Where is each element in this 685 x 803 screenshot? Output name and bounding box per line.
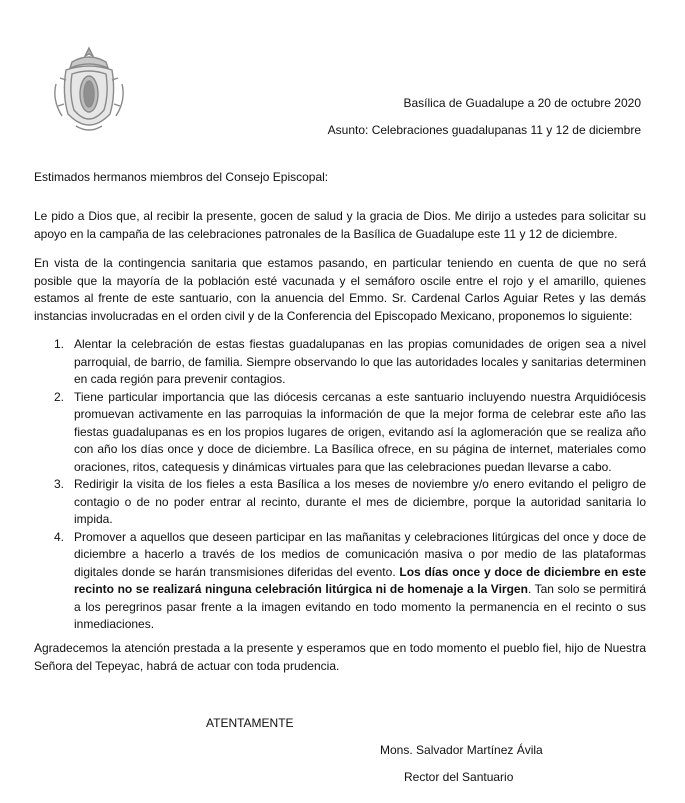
proposal-list <box>34 336 646 634</box>
list-item <box>34 529 646 634</box>
list-item-text: Tiene particular importancia que las diócesis cercanas a este santuario incluyendo nuestra Arquidiócesis promuevan activamente en las parroquias la información de que la mejor forma de celebrar este año las fiestas guadalupanas es en los propios lugares de origen, evitando así la aglomeración que se realiza año con año los días once y doce de diciembre. La Basílica ofrece, en su página de internet, materiales como oraciones, ritos, catequesis y dinámicas virtuales para que las celebraciones puedan llevarse a cabo. <box>74 389 646 474</box>
list-item-emphasis: Los días once y doce de diciembre en este recinto no se realizará ninguna celebración litúrgica ni de homenaje a la Virgen <box>74 564 646 596</box>
greeting: Estimados hermanos miembros del Consejo Episcopal: <box>34 170 329 184</box>
list-item-text: Redirigir la visita de los fieles a esta Basílica a los meses de noviembre y/o enero evitando el peligro de contagio o de no poder entrar al recinto, durante el mes de diciembre, porque la autoridad sanitaria lo impida. <box>74 477 646 526</box>
list-number: 1. <box>54 337 65 351</box>
subject-line: Asunto: Celebraciones guadalupanas 11 y 12 de diciembre <box>327 123 641 137</box>
salutation: ATENTAMENTE <box>206 716 294 730</box>
list-item <box>34 336 646 389</box>
list-item-text: Alentar la celebración de estas fiestas guadalupanas en las propias comunidades de origen sea a nivel parroquial, de barrio, de familia. Siempre observando lo que las autoridades locales y sanitarias determinen en cada región para prevenir contagios. <box>74 337 646 386</box>
intro-paragraph: Le pido a Dios que, al recibir la presente, gocen de salud y la gracia de Dios. Me dirijo a ustedes para solicitar su apoyo en la campaña de las celebraciones patronales de la Basílica de Guadalupe este 11 y 12 de diciembre. <box>34 209 646 241</box>
list-item-text-after: . Tan solo se permitirá a los peregrinos pasar frente a la imagen evitando en todo momento la permanencia en el recinto o sus inmediaciones. <box>74 582 646 631</box>
signer-role: Rector del Santuario <box>404 770 514 784</box>
context-paragraph: En vista de la contingencia sanitaria que estamos pasando, en particular teniendo en cuenta de que no será posible que la mayoría de la población esté vacunada y el semáforo oscile entre el rojo y el amarillo, quienes estamos al frente de este santuario, con la anuencia del Emmo. Sr. Cardenal Carlos Aguiar Retes y las demás instancias involucradas en el orden civil y de la Conferencia del Episcopado Mexicano, proponemos lo siguiente: <box>34 256 646 323</box>
list-item <box>34 476 646 529</box>
closing-paragraph: Agradecemos la atención prestada a la presente y esperamos que en todo momento el pueblo fiel, hijo de Nuestra Señora del Tepeyac, habrá de actuar con toda prudencia. <box>34 641 646 673</box>
list-number: 4. <box>54 529 65 544</box>
signer-name: Mons. Salvador Martínez Ávila <box>380 743 543 757</box>
place-date: Basílica de Guadalupe a 20 de octubre 2020 <box>403 96 641 110</box>
list-number: 2. <box>54 389 65 404</box>
list-number: 3. <box>54 477 65 491</box>
list-item-text-before: Promover a aquellos que deseen participar en las mañanitas y celebraciones litúrgicas del once y doce de diciembre a hacerlo a través de los medios de comunicación masiva o por medio de las plataformas digitales donde se harán transmisiones diferidas del evento. <box>74 529 646 579</box>
basilica-seal-icon <box>46 44 132 138</box>
list-item <box>34 389 646 477</box>
